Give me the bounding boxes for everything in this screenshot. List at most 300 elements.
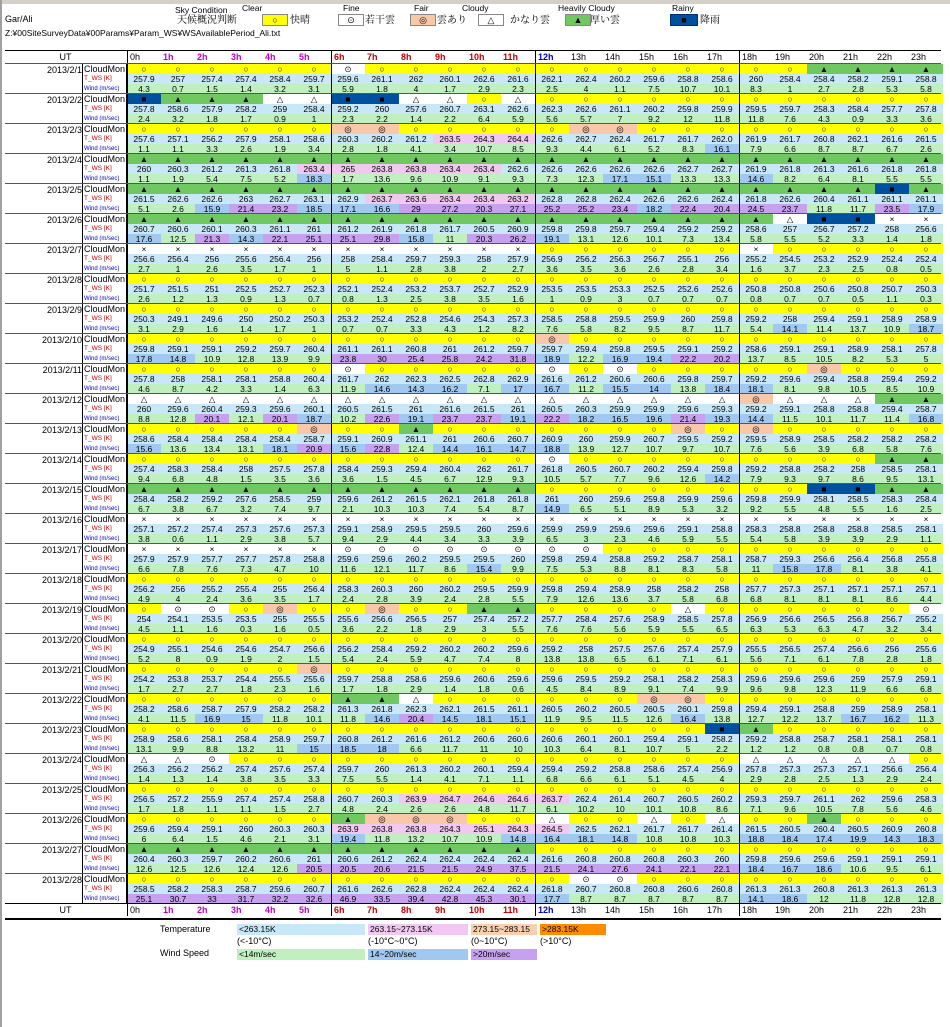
sky-cell: ○ [433,874,467,884]
temp-cell: 261.7 [433,224,467,234]
day-date: 2013/2/23 [41,725,82,735]
sky-cell: ⊙ [161,604,195,614]
sky-cell: ○ [331,304,365,314]
temp-cell: 258.9 [603,584,637,594]
temp-cell: 257.4 [671,644,705,654]
temp-cell: 261.8 [909,164,943,174]
wind-cell: 16.6 [365,204,399,214]
wind-cell: 5.2 [637,144,671,154]
temp-cell: 263.8 [365,164,399,174]
wind-cell: 7.9 [535,594,569,604]
wind-cell: 5.5 [501,624,535,634]
temp-cell: 256.4 [909,764,943,774]
wind-cell: 1.4 [229,84,263,94]
sky-cell: ○ [875,694,909,704]
wind-cell: 3.5 [263,774,297,784]
day-date: 2013/2/3 [46,125,82,135]
sky-cell: △ [705,814,739,824]
sky-cell: ▲ [807,184,841,194]
period-separator [331,814,332,844]
wind-cell: 6.3 [739,624,773,634]
sky-cell: ○ [365,874,399,884]
sky-cell: ○ [297,604,331,614]
wind-cell: 3.1 [297,834,331,844]
sky-cell: ○ [467,64,501,74]
sky-cell: ○ [807,844,841,854]
sky-cell: △ [535,394,569,404]
wind-cell: 4.3 [127,84,161,94]
period-separator [535,334,536,364]
sky-cell: ○ [161,334,195,344]
wind-cell: 1.8 [909,234,943,244]
sky-cell: ○ [807,304,841,314]
sky-cell: ○ [365,724,399,734]
sky-cell: ○ [603,814,637,824]
wind-cell: 1.8 [467,684,501,694]
wind-cell: 3.7 [637,594,671,604]
temp-cell: 259.2 [229,344,263,354]
wind-cell: 9.3 [773,474,807,484]
sky-row [127,184,941,194]
temp-cell: 261.9 [739,134,773,144]
wind-cell: 5.1 [127,204,161,214]
temp-cell: 253.5 [195,614,229,624]
wind-cell: 3.3 [467,534,501,544]
sky-cell: ▲ [535,184,569,194]
wind-cell: 10.7 [671,84,705,94]
temp-cell: 255.5 [263,674,297,684]
sky-cell: ▲ [705,184,739,194]
sky-cell: × [603,514,637,524]
sky-cell: ○ [127,64,161,74]
temp-cell: 262.6 [501,164,535,174]
temp-cell: 259.9 [637,314,671,324]
day-block [5,423,941,453]
sky-cell: ○ [807,544,841,554]
sky-cell: ○ [569,94,603,104]
sky-cell: ⊙ [467,544,501,554]
ut-hour-2: 2h [197,905,208,915]
temp-cell: 262.7 [671,164,705,174]
temp-cell: 258.4 [161,434,195,444]
sky-cell: ○ [399,724,433,734]
temp-cell: 262.6 [773,194,807,204]
sky-cell: × [297,244,331,254]
wind-cell: 23.7 [773,204,807,214]
period-separator [331,304,332,334]
wind-cell: 8.6 [705,804,739,814]
sky-cell: ○ [671,544,705,554]
sky-cell: ○ [773,274,807,284]
temp-cell: 259.7 [297,734,331,744]
temp-row-label: T_WS [K] [84,735,112,742]
period-separator [739,184,740,214]
temp-row [127,764,941,774]
wind-cell: 30.7 [161,894,195,904]
wind-cell: 13.9 [263,354,297,364]
period-separator [127,394,128,424]
temp-cell: 255.6 [297,674,331,684]
sky-cell: ▲ [535,154,569,164]
sky-cell: ○ [263,424,297,434]
wind-cell: 14.3 [875,834,909,844]
wind-cell: 6.4 [161,834,195,844]
temp-cell: 256.2 [195,134,229,144]
temp-cell: 259.7 [501,344,535,354]
temp-cell: 258 [773,314,807,324]
temp-cell: 262.5 [569,824,603,834]
sky-cell: ○ [535,784,569,794]
wind-row-label: Wind (m/sec) [84,296,120,302]
temp-cell: 258.5 [841,494,875,504]
wind-cell: 13.9 [569,444,603,454]
temp-cell: 259.8 [705,314,739,324]
wind-cell: 19.3 [705,414,739,424]
period-separator [739,394,740,424]
sky-cell: × [739,244,773,254]
temp-row-label: T_WS [K] [84,675,112,682]
wind-cell: 8.6 [433,564,467,574]
sky-cell: ▲ [399,154,433,164]
temp-cell: 260.9 [875,824,909,834]
temp-cell: 260.2 [433,584,467,594]
sky-cell: ○ [127,454,161,464]
period-separator [127,484,128,514]
sky-cell: ○ [195,574,229,584]
temp-cell: 255 [263,614,297,624]
wind-cell: 18.1 [739,384,773,394]
row-labels [82,544,127,574]
sky-cell: ○ [739,544,773,554]
wind-cell: 3.5 [467,294,501,304]
sky-cell: △ [637,394,671,404]
sky-cell: ○ [501,424,535,434]
temp-cell: 259.2 [705,224,739,234]
sky-cell: × [875,214,909,224]
sky-cell: ◎ [637,694,671,704]
sky-cell: ○ [671,244,705,254]
temp-cell: 259.5 [637,344,671,354]
temp-cell: 256.6 [365,614,399,624]
wind-cell: 25.2 [535,204,569,214]
temp-cell: 256.6 [127,254,161,264]
temp-cell: 262 [841,794,875,804]
cloud-row-label: CloudMon [84,544,126,554]
sky-cell: ▲ [399,184,433,194]
temp-cell: 261.4 [603,794,637,804]
wind-cell: 1 [297,114,331,124]
sky-cell: ○ [807,94,841,104]
wind-cell: 6.1 [909,864,943,874]
wind-cell: 6.6 [127,564,161,574]
sky-cell: ○ [263,364,297,374]
sky-cell: ○ [671,844,705,854]
wind-cell: 22.1 [263,234,297,244]
wind-cell: 2.9 [229,534,263,544]
sky-cell: ○ [229,874,263,884]
wind-cell: 1.8 [161,804,195,814]
sky-cell: ▲ [773,184,807,194]
sky-cell: ○ [433,574,467,584]
wind-cell: 7.6 [535,624,569,634]
ut-hour-7: 7h [367,52,378,62]
sky-cell: ○ [807,664,841,674]
temp-cell: 261.7 [331,374,365,384]
temp-cell: 262.8 [467,374,501,384]
temp-cell: 259.1 [841,854,875,864]
temp-cell: 258.6 [161,704,195,714]
temp-cell: 259.4 [807,314,841,324]
sky-cell: ○ [263,274,297,284]
sky-cell: ▲ [297,184,331,194]
temp-cell: 250.2 [263,314,297,324]
sky-cell: ○ [501,274,535,284]
period-separator [127,454,128,484]
temp-cell: 250.3 [297,314,331,324]
wind-row-label: Wind (m/sec) [84,566,120,572]
sky-cell: ○ [331,574,365,584]
wind-cell: 5.6 [535,114,569,124]
temp-cell: 259.6 [501,674,535,684]
temp-cell: 257.9 [195,104,229,114]
sky-cell: ○ [297,334,331,344]
wind-cell: 4.7 [263,564,297,574]
wind-cell: 5.3 [773,624,807,634]
sky-cell: ○ [603,304,637,314]
temp-cell: 259.6 [875,794,909,804]
sky-cell: ○ [569,304,603,314]
sky-cell: × [909,214,943,224]
wind-cell: 8.8 [603,564,637,574]
temp-cell: 261.1 [501,704,535,714]
wind-cell: 18.8 [535,444,569,454]
sky-cell: ○ [705,424,739,434]
temp-cell: 259.5 [739,434,773,444]
temp-cell: 256 [705,254,739,264]
sky-cell: × [297,514,331,524]
sky-cell: ○ [433,694,467,704]
sky-cell: ○ [841,124,875,134]
temp-cell: 258 [229,464,263,474]
period-separator [331,394,332,424]
wind-cell: 7.3 [535,174,569,184]
temp-cell: 260.1 [671,704,705,714]
wind-cell: 6.7 [127,504,161,514]
sky-cell: ○ [773,874,807,884]
temp-cell: 261 [297,224,331,234]
wind-cell: 15.1 [501,714,535,724]
sky-cell: ○ [671,874,705,884]
period-separator [127,754,128,784]
sky-cell: ▲ [263,184,297,194]
wind-cell: 0.8 [909,744,943,754]
period-separator [535,304,536,334]
wind-cell: 19.1 [501,414,535,424]
wind-cell: 8.1 [841,564,875,574]
wind-cell: 25.1 [297,234,331,244]
wind-cell: 12.6 [569,594,603,604]
wind-cell: 1.5 [195,84,229,94]
day-date: 2013/2/14 [41,455,82,465]
sky-cell: ○ [637,634,671,644]
wind-cell: 5.3 [569,564,603,574]
wind-cell: 6.7 [875,144,909,154]
wind-cell: 3.3 [875,114,909,124]
wind-legend-box-1: 14~20m/sec [368,949,468,960]
wind-cell: 3.3 [195,144,229,154]
temp-cell: 259.2 [569,764,603,774]
temp-cell: 263.4 [297,164,331,174]
period-separator [739,604,740,634]
temp-cell: 261.5 [399,494,433,504]
sky-cell: ■ [807,214,841,224]
sky-cell: ○ [875,574,909,584]
wind-cell: 14.7 [501,444,535,454]
temp-cell: 257.5 [263,464,297,474]
sky-cell: ○ [705,124,739,134]
temp-cell: 262.4 [569,74,603,84]
temp-cell: 258.6 [127,434,161,444]
sky-cell: ▲ [297,214,331,224]
sky-cell: × [807,514,841,524]
temp-cell: 260.5 [331,404,365,414]
temp-cell: 260.1 [467,764,501,774]
sky-cell: ▲ [365,694,399,704]
wind-cell: 1.7 [331,174,365,184]
sky-cell: ○ [773,454,807,464]
temp-cell: 264.3 [501,824,535,834]
wind-cell: 9.9 [705,684,739,694]
period-separator [127,424,128,454]
sky-cell: ○ [467,784,501,794]
legend-1-label-en: Fine [343,3,360,13]
ut-hour-3: 3h [231,905,242,915]
temp-cell: 259.8 [535,224,569,234]
temp-cell: 256.2 [331,644,365,654]
wind-cell: 10.9 [433,174,467,184]
day-date: 2013/2/1 [46,65,82,75]
sky-cell: ○ [909,424,943,434]
sky-cell: ▲ [705,214,739,224]
temp-cell: 258 [569,644,603,654]
wind-cell: 1.5 [263,804,297,814]
temp-cell: 262.6 [671,194,705,204]
wind-cell: 10.7 [637,444,671,454]
wind-cell: 1.6 [297,684,331,694]
temp-cell: 259.4 [569,344,603,354]
sky-cell: ○ [841,874,875,884]
wind-cell: 11.7 [841,414,875,424]
temp-cell: 258.8 [705,524,739,534]
wind-cell: 5.8 [909,84,943,94]
temp-cell: 258.4 [365,644,399,654]
wind-cell: 13.6 [365,174,399,184]
sky-cell: ○ [331,274,365,284]
temp-cell: 259.8 [127,344,161,354]
wind-cell: 18.4 [773,834,807,844]
file-path: Z:¥00SiteSurveyData¥00Params¥Param_WS¥WSAvailablePeriod_Ali.txt [5,28,281,38]
temp-cell: 263 [229,194,263,204]
temp-cell: 258.5 [671,614,705,624]
sky-row [127,694,941,704]
temp-cell: 255.8 [909,554,943,564]
temp-cell: 257.9 [127,554,161,564]
wind-row-label: Wind (m/sec) [84,206,120,212]
temp-cell: 258 [331,254,365,264]
temp-cell: 262.0 [705,134,739,144]
temp-cell: 256.2 [127,584,161,594]
temp-cell: 253.7 [433,284,467,294]
temp-cell: 262.6 [467,74,501,84]
wind-cell: 4.8 [467,804,501,814]
sky-cell: ○ [399,274,433,284]
temp-cell: 258.1 [909,524,943,534]
temp-cell: 259.2 [671,224,705,234]
sky-cell: ○ [535,94,569,104]
temp-cell: 251 [195,284,229,294]
sky-cell: ○ [229,424,263,434]
temp-cell: 256.7 [807,224,841,234]
temp-cell: 258.7 [807,734,841,744]
sky-cell: ○ [263,754,297,764]
wind-cell: 5.9 [331,84,365,94]
sky-cell: ○ [739,634,773,644]
temp-cell: 256.6 [807,554,841,564]
ut-hour-13: 13h [571,905,587,915]
wind-cell: 4.8 [195,474,229,484]
ut-hour-5: 5h [299,905,310,915]
temp-cell: 260.2 [433,764,467,774]
temp-cell: 255.4 [229,584,263,594]
sky-cell: △ [161,754,195,764]
temp-cell: 260.5 [671,794,705,804]
wind-cell: 3.8 [433,294,467,304]
temp-cell: 259 [263,104,297,114]
sky-cell: ○ [365,664,399,674]
wind-cell: 5.5 [501,594,535,604]
temp-cell: 261.2 [433,734,467,744]
sky-cell: ○ [739,574,773,584]
temp-row-label: T_WS [K] [84,135,112,142]
sky-cell: ○ [297,724,331,734]
day-date: 2013/2/17 [41,545,82,555]
temp-cell: 253.8 [161,674,195,684]
sky-cell: ○ [705,334,739,344]
temp-cell: 257.7 [195,554,229,564]
sky-row [127,304,941,314]
temp-cell: 260 [671,314,705,324]
temp-cell: 259.1 [671,524,705,534]
period-separator [331,634,332,664]
sky-cell: ○ [603,274,637,284]
sky-cell: ○ [705,604,739,614]
temp-cell: 259.6 [365,554,399,564]
temp-cell: 250.8 [739,284,773,294]
sky-cell: ○ [399,364,433,374]
period-separator [127,784,128,814]
wind-cell: 3.9 [807,534,841,544]
period-separator [331,214,332,244]
wind-cell: 1.4 [263,384,297,394]
wind-cell: 2.4 [365,804,399,814]
wind-cell: 8.5 [501,144,535,154]
wind-cell: 4.6 [127,384,161,394]
temp-cell: 262.4 [705,194,739,204]
sky-cell: ○ [161,694,195,704]
wind-cell: 9.6 [739,684,773,694]
sky-cell: ▲ [535,214,569,224]
legend-5-label-en: Rainy [672,3,694,13]
